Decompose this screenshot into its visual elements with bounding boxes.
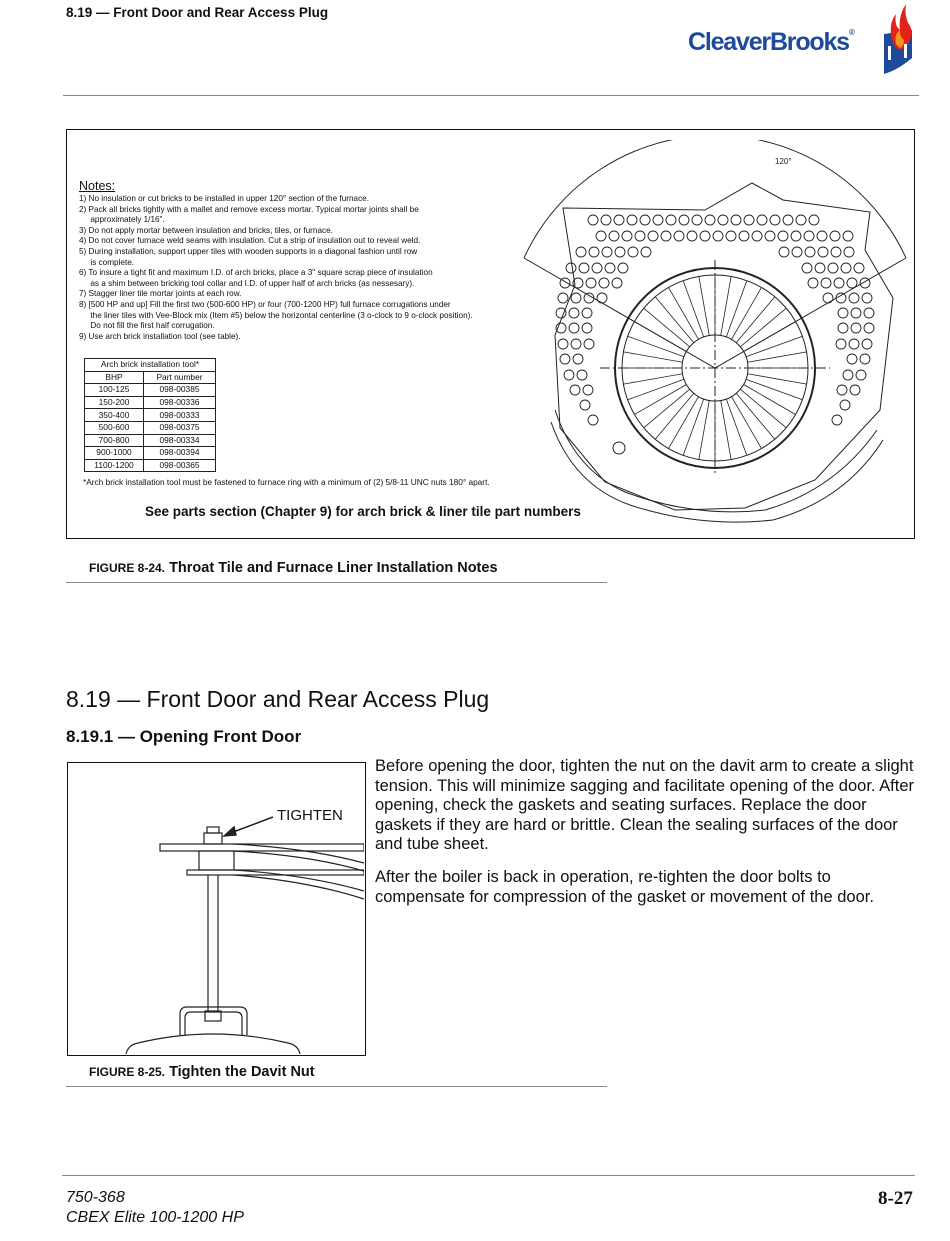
- note-line: 6) To insure a tight fit and maximum I.D. of arch bricks, place a 3" square scrap piece of insulation: [79, 268, 433, 278]
- table-header-part-number: Part number: [144, 371, 216, 384]
- tighten-label: TIGHTEN: [277, 807, 343, 824]
- document-number: 750-368: [66, 1189, 125, 1206]
- paragraph: Before opening the door, tighten the nut on the davit arm to create a slight tension. This will minimize sagging and facilitate opening of the door. After opening, check the gaskets and seating surfaces. Replace the door gaskets if they are hard or brittle. Clean the sealing surfaces of the door and tube sheet.: [375, 757, 915, 854]
- figure-8-24-number: FIGURE 8-24.: [89, 561, 166, 575]
- part-number-cell: 098-00394: [144, 447, 216, 460]
- note-line: is complete.: [79, 257, 135, 267]
- bhp-cell: 700-800: [85, 434, 144, 447]
- bhp-cell: 1100-1200: [85, 459, 144, 472]
- footer-rule: [62, 1175, 915, 1176]
- note-line: Do not fill the first half corrugation.: [79, 321, 215, 331]
- note-line: 1) No insulation or cut bricks to be installed in upper 120° section of the furnace.: [79, 194, 370, 203]
- figure-8-24-caption-rule: [66, 582, 607, 583]
- table-header-bhp: BHP: [85, 371, 144, 384]
- note-line: 2) Pack all bricks tightly with a mallet and remove excess mortar. Typical mortar joints shall be: [79, 204, 419, 214]
- part-number-cell: 098-00333: [144, 409, 216, 422]
- bhp-cell: 900-1000: [85, 447, 144, 460]
- table-row: [85, 409, 216, 422]
- section-heading: 8.19 — Front Door and Rear Access Plug: [66, 686, 490, 712]
- note-line: 5) During installation, support upper tiles with wooden supports in a diagonal fashion until row: [79, 246, 418, 256]
- bhp-cell: 350-400: [85, 409, 144, 422]
- figure-8-25-caption: [89, 1064, 315, 1080]
- angle-120-label: 120°: [775, 157, 792, 166]
- arch-brick-tool-table: [84, 358, 216, 472]
- bhp-cell: 500-600: [85, 421, 144, 434]
- figure-8-25-caption-rule: [66, 1086, 607, 1087]
- table-title: Arch brick installation tool*: [85, 359, 216, 372]
- logo-text: CleaverBrooks®: [688, 28, 855, 56]
- part-number-cell: 098-00334: [144, 434, 216, 447]
- note-line: as a shim between bricking tool collar and I.D. of upper half of arch bricks (as nessesary).: [79, 278, 415, 288]
- note-line: 9) Use arch brick installation tool (see table).: [79, 331, 241, 341]
- note-line: 3) Do not apply mortar between insulation and bricks, tiles, or furnace.: [79, 225, 333, 235]
- header-rule: [63, 95, 919, 96]
- note-line: approximately 1/16".: [79, 215, 165, 225]
- table-row: [85, 447, 216, 460]
- see-parts-note: See parts section (Chapter 9) for arch brick & liner tile part numbers: [145, 504, 581, 519]
- figure-8-25-number: FIGURE 8-25.: [89, 1065, 166, 1079]
- figure-8-25-title: Tighten the Davit Nut: [169, 1064, 315, 1080]
- table-row: [85, 421, 216, 434]
- document-model: CBEX Elite 100-1200 HP: [66, 1209, 244, 1226]
- header-section-title: 8.19 — Front Door and Rear Access Plug: [66, 5, 329, 20]
- part-number-cell: 098-00375: [144, 421, 216, 434]
- page-number: 8-27: [878, 1188, 913, 1209]
- figure-8-24-title: Throat Tile and Furnace Liner Installation Notes: [169, 560, 498, 576]
- body-text: [375, 757, 920, 920]
- notes-list: [79, 194, 499, 342]
- flame-shield-icon: [878, 0, 918, 74]
- table-row: [85, 396, 216, 409]
- note-line: the liner tiles with Vee-Block mix (Item #5) below the horizontal centerline (3 o-clock to 9 o-clock position).: [79, 310, 473, 320]
- furnace-liner-drawing: [515, 140, 910, 525]
- note-line: 7) Stagger liner tile mortar joints at each row.: [79, 289, 242, 299]
- paragraph: After the boiler is back in operation, re-tighten the door bolts to compensate for compression of the gasket or movement of the door.: [375, 867, 874, 906]
- note-line: 8) [500 HP and up] Fill the first two (500-600 HP) or four (700-1200 HP) full furnace corrugations under: [79, 299, 451, 309]
- bhp-cell: 100-125: [85, 384, 144, 397]
- part-number-cell: 098-00385: [144, 384, 216, 397]
- table-row: [85, 459, 216, 472]
- part-number-cell: 098-00365: [144, 459, 216, 472]
- cleaver-brooks-logo: [688, 0, 918, 74]
- subsection-heading: 8.19.1 — Opening Front Door: [66, 727, 302, 746]
- bhp-cell: 150-200: [85, 396, 144, 409]
- figure-8-24-caption: [89, 560, 498, 576]
- tool-footnote: *Arch brick installation tool must be fastened to furnace ring with a minimum of (2) 5/8-11 UNC nuts 180° apart.: [83, 477, 490, 487]
- notes-title: Notes:: [79, 179, 116, 193]
- note-line: 4) Do not cover furnace weld seams with insulation. Cut a strip of insulation out to reveal weld.: [79, 236, 421, 246]
- table-row: [85, 434, 216, 447]
- table-row: [85, 384, 216, 397]
- part-number-cell: 098-00336: [144, 396, 216, 409]
